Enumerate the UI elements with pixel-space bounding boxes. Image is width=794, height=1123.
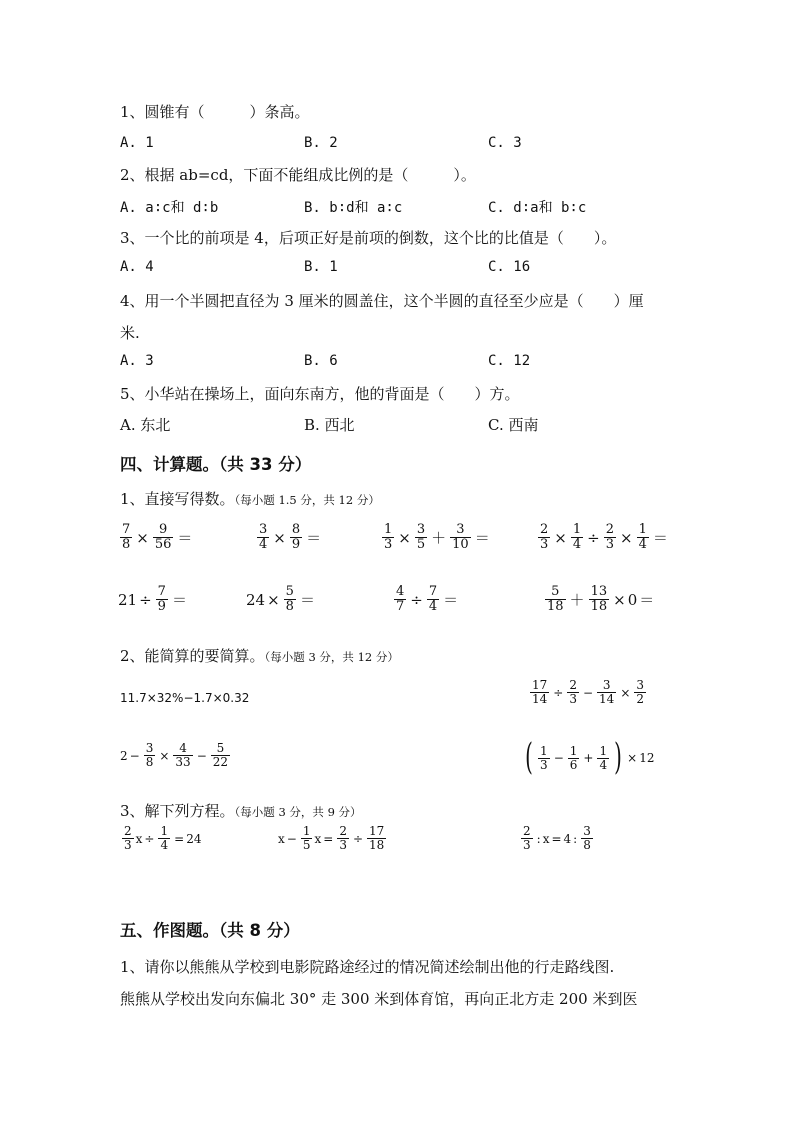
q5-option-a: A. 东北 [120,416,171,434]
q2-option-c: C. d∶a和 b∶c [488,200,587,216]
simplify-expr-3: 2 − $\frac{3}{8}$ × $\frac{4}{33}$ − $\frac{5}{22}$ [120,741,229,769]
q4-option-c: C. 12 [488,353,531,369]
expr-7: $\frac{4}{7}$ ÷ $\frac{7}{4}$ ＝ [396,584,459,614]
drawing-question-line-2: 熊熊从学校出发向东偏北 30° 走 300 米到体育馆，再向正北方走 200 米到医 [120,990,638,1008]
expr-2: $\frac{3}{4}$ × $\frac{8}{9}$ ＝ [259,522,322,552]
q1-option-a: A. 1 [120,135,154,151]
expr-3: $\frac{1}{3}$ × $\frac{3}{5}$ ＋ 3 10 ＝ [384,522,490,552]
q3-stem: 3、一个比的前项是 4，后项正好是前项的倒数，这个比的比值是（ ）。 [120,229,617,247]
expr-1: $\frac{7}{8}$ × $\frac{9}{56}$ ＝ [122,522,193,552]
simplify-expr-1: 11.7×32%−1.7×0.32 [120,691,250,705]
q2-option-a: A. a∶c和 d∶b [120,200,219,216]
q3-option-b: B. 1 [304,259,338,275]
q2-option-b: B. b∶d和 a∶c [304,200,403,216]
equation-3: 2 3 : x = 4 : 3 8 [523,824,591,852]
q5-option-c: C. 西南 [488,416,539,434]
expr-4: $\frac{2}{3}$ × $\frac{1}{4}$ ÷ $\frac{2}{3}$ × $\frac{1}{4}$ ＝ [540,522,668,552]
expr-5: 21 ÷ $\frac{7}{9}$ ＝ [118,584,187,614]
section-title-drawing: 五、作图题。（共 8 分） [120,921,300,940]
subsection-2-note: （每小题 3 分，共 12 分） [264,650,399,664]
subsection-3-note: （每小题 3 分，共 9 分） [234,805,362,819]
equation-2: x − $\frac{1}{5}$ x = $\frac{2}{3}$ ÷ $\frac{17}{18}$ [278,824,385,852]
q5-stem: 5、小华站在操场上，面向东南方，他的背面是（ ）方。 [120,385,520,403]
q4-option-a: A. 3 [120,353,154,369]
q1-option-c: C. 3 [488,135,522,151]
q4-option-b: B. 6 [304,353,338,369]
q2-stem: 2、根据 ab=cd，下面不能组成比例的是（ ）。 [120,166,476,184]
q4-stem-continued: 米. [120,324,140,342]
section-title-calculation: 四、计算题。（共 33 分） [120,455,312,474]
subsection-2 [120,645,399,666]
q1-option-b: B. 2 [304,135,338,151]
q3-option-c: C. 16 [488,259,531,275]
subsection-1-note: （每小题 1.5 分，共 12 分） [234,493,380,507]
equation-1: 2 3 x ÷ $\frac{1}{4}$ = 24 [124,824,202,852]
subsection-1 [120,488,380,509]
simplify-expr-4: ( 1 3 − $\frac{1}{6}$ + $\frac{1}{4}$ ) × 12 [525,737,655,778]
expr-6: 24 × $\frac{5}{8}$ ＝ [246,584,315,614]
subsection-3 [120,800,362,821]
subsection-1-label: 1、直接写得数。 [120,490,235,508]
expr-8: 5 18 ＋ $\frac{13}{18}$ × 0 ＝ [547,584,655,614]
drawing-question-line-1: 1、请你以熊熊从学校到电影院路途经过的情况简述绘制出他的行走路线图. [120,958,615,976]
q5-option-b: B. 西北 [304,416,355,434]
q1-stem: 1、圆锥有（ ）条高。 [120,103,310,121]
simplify-expr-2: $\frac{17}{14}$ ÷ $\frac{2}{3}$ − $\frac{3}{14}$ × $\frac{3}{2}$ [532,678,645,706]
q3-option-a: A. 4 [120,259,154,275]
q4-stem: 4、用一个半圆把直径为 3 厘米的圆盖住，这个半圆的直径至少应是（ ）厘 [120,292,644,310]
subsection-2-label: 2、能简算的要简算。 [120,647,265,665]
subsection-3-label: 3、解下列方程。 [120,802,235,820]
